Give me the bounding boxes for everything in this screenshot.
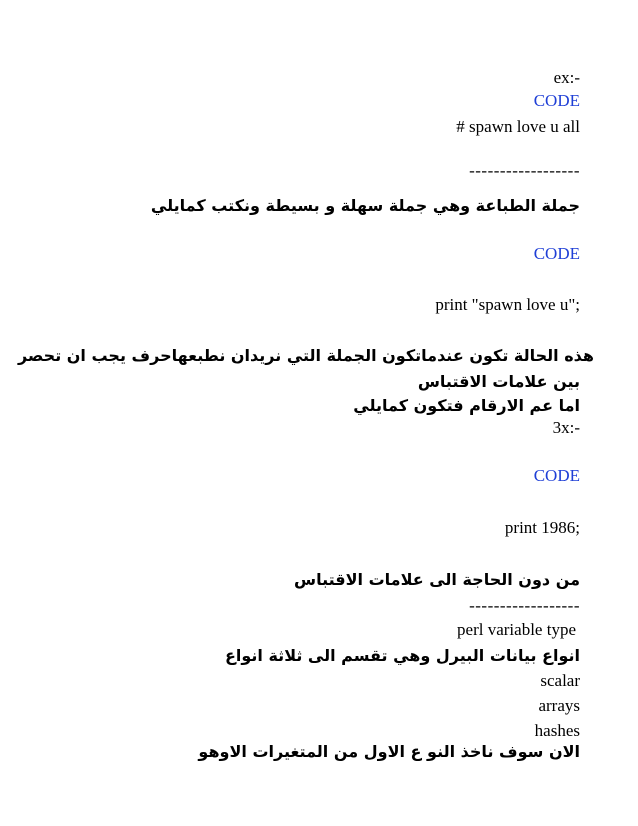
separator-line: ------------------ xyxy=(469,596,580,615)
section-heading: perl variable type xyxy=(457,620,576,639)
arabic-paragraph: هذه الحالة تكون عندماتكون الجملة التي نريدان نطبعهاحرف يجب ان تحصر xyxy=(17,346,594,365)
list-item: scalar xyxy=(540,671,580,690)
separator-line: ------------------ xyxy=(469,161,580,180)
arabic-paragraph: الان سوف ناخذ النو ع الاول من المتغيرات الاوهو xyxy=(198,742,580,761)
example-label: 3x:- xyxy=(552,418,580,437)
list-item: arrays xyxy=(538,696,580,715)
arabic-paragraph: انواع بيانات البيرل وهي تقسم الى ثلاثة انواع xyxy=(224,646,580,665)
code-line: print 1986; xyxy=(504,518,580,537)
code-heading: CODE xyxy=(533,91,580,110)
code-comment-line: # spawn love u all xyxy=(456,117,580,136)
example-label: ex:- xyxy=(553,68,580,87)
code-heading: CODE xyxy=(533,466,580,485)
arabic-paragraph: جملة الطباعة وهي جملة سهلة و بسيطة ونكتب كمايلي xyxy=(150,196,580,215)
code-heading: CODE xyxy=(533,244,580,263)
arabic-paragraph: بين علامات الاقتباس xyxy=(417,372,580,391)
arabic-paragraph: اما عم الارقام فتكون كمايلي xyxy=(353,396,580,415)
code-line: print "spawn love u"; xyxy=(435,295,580,314)
list-item: hashes xyxy=(534,721,580,740)
arabic-paragraph: من دون الحاجة الى علامات الاقتباس xyxy=(293,570,580,589)
